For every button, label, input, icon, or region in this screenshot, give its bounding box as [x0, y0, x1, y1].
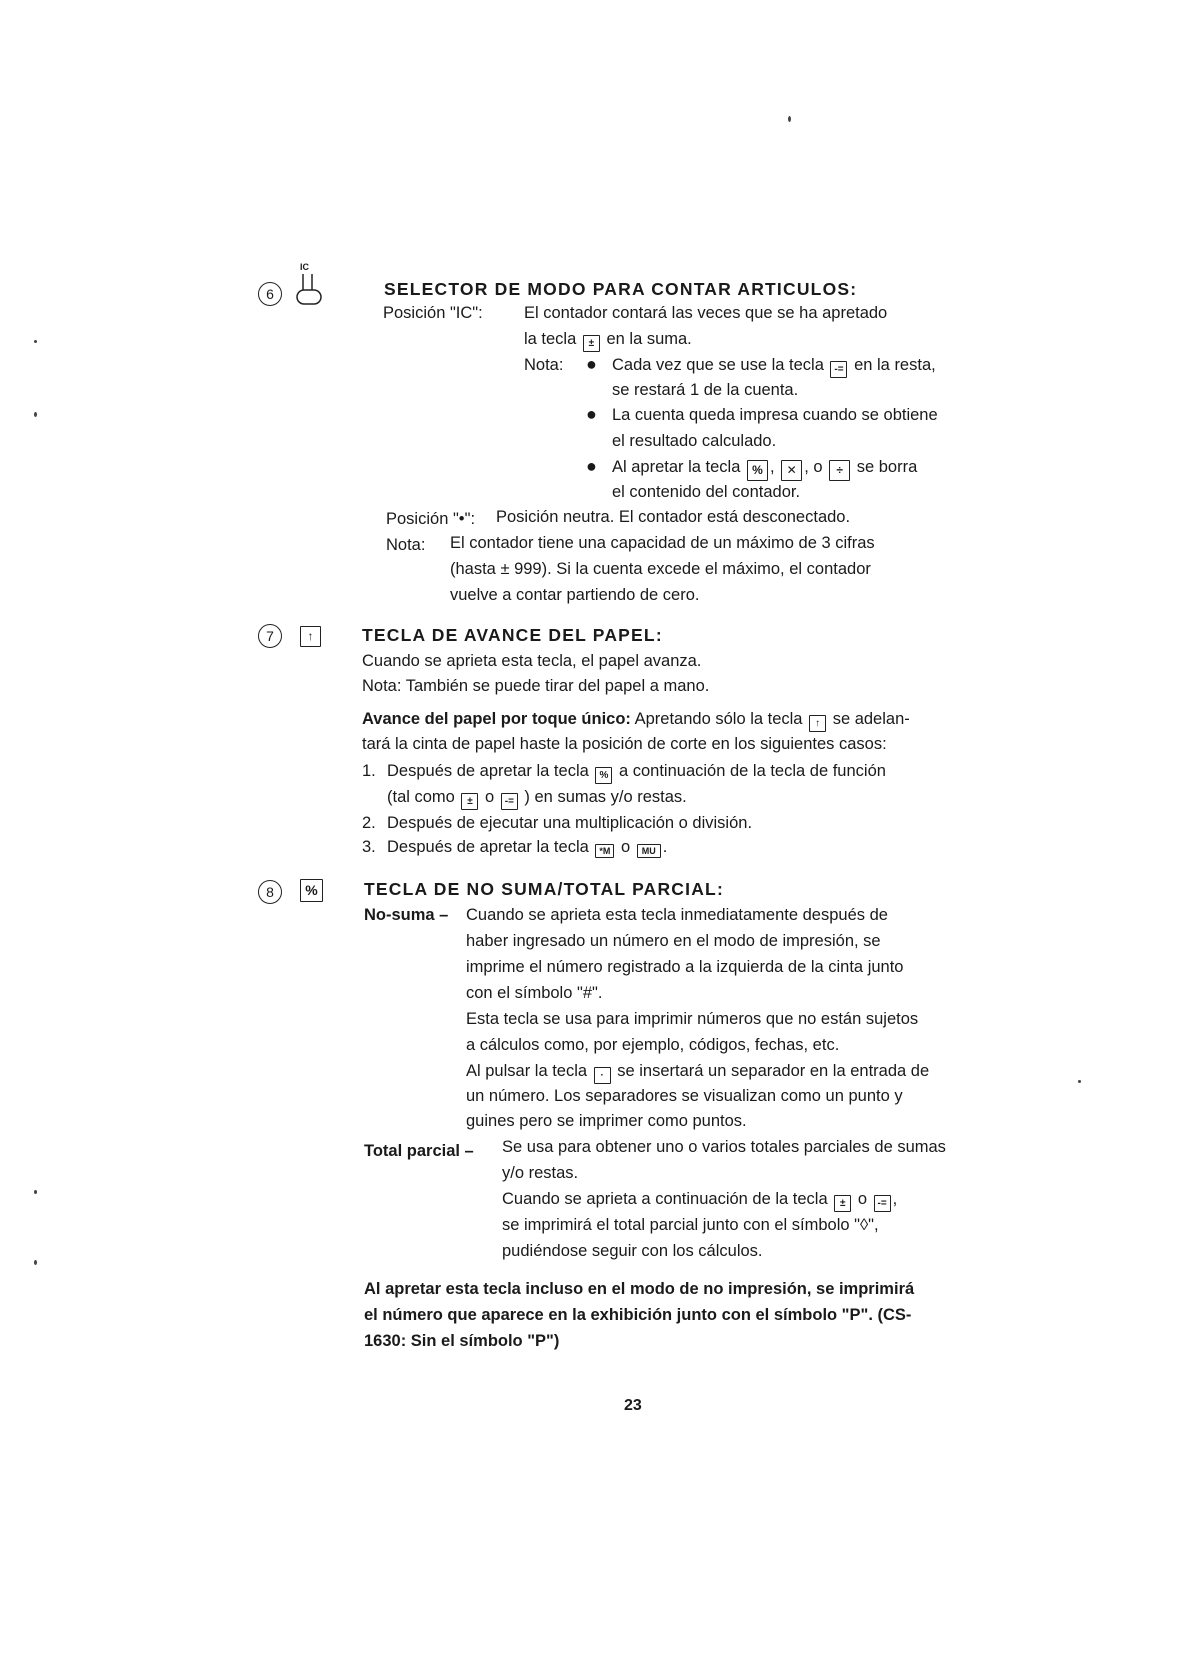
body-text: Nota: También se puede tirar del papel a mano. — [362, 677, 710, 695]
body-text: se imprimirá el total parcial junto con el símbolo "◊", — [502, 1216, 879, 1234]
nota-text: El contador tiene una capacidad de un máximo de 3 cifras — [450, 534, 875, 552]
body-text: imprime el número registrado a la izquierda de la cinta junto — [466, 958, 904, 976]
scan-speck — [34, 340, 37, 343]
section-number-7: 7 — [258, 624, 282, 648]
minus-equal-key-icon: -= — [501, 793, 518, 810]
nota-text: vuelve a contar partiendo de cero. — [450, 586, 700, 604]
nota-label: Nota: — [524, 356, 564, 374]
scan-speck — [788, 116, 791, 122]
nota-text: Al apretar la tecla % , ✕ , o ÷ se borra — [612, 454, 917, 481]
decimal-key-icon: · — [594, 1067, 611, 1084]
body-text: Esta tecla se usa para imprimir números que no están sujetos — [466, 1010, 919, 1028]
total-parcial-label: Total parcial – — [364, 1142, 474, 1160]
bullet-icon: ● — [586, 404, 597, 424]
body-text: a cálculos como, por ejemplo, códigos, fechas, etc. — [466, 1036, 840, 1054]
bullet-icon: ● — [586, 354, 597, 374]
percent-equal-key-icon: % — [747, 460, 768, 481]
multiply-key-icon: ✕ — [781, 460, 802, 481]
scan-speck — [1078, 1080, 1081, 1083]
body-text: haber ingresado un número en el modo de impresión, se — [466, 932, 881, 950]
plus-minus-key-icon: ± — [461, 793, 478, 810]
section-number-6: 6 — [258, 282, 282, 306]
divide-key-icon: ÷ — [829, 460, 850, 481]
list-item: Después de apretar la tecla % a continuación de la tecla de función — [387, 758, 886, 785]
nosuma-label: No-suma – — [364, 906, 449, 924]
section-title: TECLA DE AVANCE DEL PAPEL: — [362, 625, 663, 645]
dot-position-text: Posición neutra. El contador está desconectado. — [496, 508, 851, 526]
page-number: 23 — [624, 1397, 642, 1414]
ic-position-text: El contador contará las veces que se ha apretado — [524, 304, 888, 322]
body-text: Al pulsar la tecla · se insertará un separador en la entrada de — [466, 1058, 929, 1085]
nota-text: el contenido del contador. — [612, 483, 801, 501]
body-text: Avance del papel por toque único: Apretando sólo la tecla ↑ se adelan- — [362, 706, 910, 733]
body-text: tará la cinta de papel haste la posición de corte en los siguientes casos: — [362, 735, 887, 753]
section-title: SELECTOR DE MODO PARA CONTAR ARTICULOS: — [384, 279, 858, 299]
body-text: con el símbolo "#". — [466, 984, 603, 1002]
body-text: y/o restas. — [502, 1164, 579, 1182]
bold-note: 1630: Sin el símbolo "P") — [364, 1332, 560, 1350]
switch-label: IC — [300, 262, 309, 272]
nota-text: Cada vez que se use la tecla -= en la resta, — [612, 352, 936, 379]
bullet-icon: ● — [586, 456, 597, 476]
list-item: (tal como ± o -= ) en sumas y/o restas. — [387, 784, 687, 811]
plus-minus-key-icon: ± — [834, 1195, 851, 1212]
non-add-key-icon: % — [300, 879, 323, 902]
dot-position-label: Posición "•": — [386, 510, 476, 528]
body-text: un número. Los separadores se visualizan como un punto y — [466, 1087, 903, 1105]
body-text: Cuando se aprieta esta tecla inmediatamente después de — [466, 906, 888, 924]
body-text: Se usa para obtener uno o varios totales parciales de sumas — [502, 1138, 946, 1156]
mode-switch-icon — [292, 272, 332, 312]
scan-speck — [34, 1260, 37, 1265]
body-text: Cuando se aprieta esta tecla, el papel avanza. — [362, 652, 702, 670]
scan-speck — [34, 1190, 37, 1194]
list-number: 3. — [362, 838, 376, 856]
ic-position-label: Posición "IC": — [383, 304, 483, 322]
bold-note: el número que aparece en la exhibición junto con el símbolo "P". (CS- — [364, 1306, 912, 1324]
section-title: TECLA DE NO SUMA/TOTAL PARCIAL: — [364, 879, 724, 899]
mu-key-icon: MU — [637, 844, 661, 858]
bold-note: Al apretar esta tecla incluso en el modo de no impresión, se imprimirá — [364, 1280, 915, 1298]
list-number: 2. — [362, 814, 376, 832]
list-number: 1. — [362, 762, 376, 780]
scan-speck — [34, 412, 37, 417]
ic-position-text: la tecla ± en la suma. — [524, 326, 692, 353]
memory-multiply-key-icon: *M — [595, 844, 614, 858]
list-item: Después de apretar la tecla *M o MU . — [387, 838, 668, 856]
nota-label: Nota: — [386, 536, 426, 554]
body-text: guines pero se imprimer como puntos. — [466, 1112, 747, 1130]
minus-equal-key-icon: -= — [874, 1195, 891, 1212]
minus-equal-key-icon: -= — [830, 361, 847, 378]
list-item: Después de ejecutar una multiplicación o división. — [387, 814, 753, 832]
body-text: Cuando se aprieta a continuación de la tecla ± o -= , — [502, 1186, 897, 1213]
nota-text: (hasta ± 999). Si la cuenta excede el máximo, el contador — [450, 560, 871, 578]
section-number-8: 8 — [258, 880, 282, 904]
paper-feed-key-icon: ↑ — [300, 626, 321, 647]
nota-text: se restará 1 de la cuenta. — [612, 381, 799, 399]
nota-text: La cuenta queda impresa cuando se obtiene — [612, 406, 938, 424]
paper-feed-key-icon: ↑ — [809, 715, 826, 732]
plus-minus-key-icon: ± — [583, 335, 600, 352]
body-text: pudiéndose seguir con los cálculos. — [502, 1242, 763, 1260]
nota-text: el resultado calculado. — [612, 432, 777, 450]
percent-equal-key-icon: % — [595, 767, 612, 784]
